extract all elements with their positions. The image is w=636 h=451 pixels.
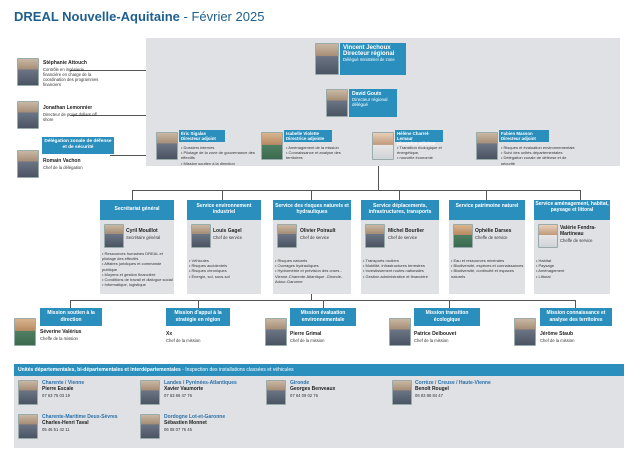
mission-header: Mission soutien à la direction bbox=[40, 308, 102, 326]
service-header: Secrétariat général bbox=[100, 200, 174, 220]
director-title: Directeur régional bbox=[343, 51, 395, 57]
service-bullets: • Habitat • Paysage • Aménagement • Littoral bbox=[536, 258, 610, 279]
service-lead: Valérie Fendra-Martineau Cheffe de service bbox=[560, 225, 596, 243]
unit-card: Charente-Maritime Deux-Sèvres Charles-Henri Taval 05 46 51 42 11 bbox=[42, 414, 118, 432]
deputy-header bbox=[284, 130, 332, 142]
deputy-bullets: • Transition écologique et énergétique, • nouvelle économie bbox=[397, 145, 465, 161]
avatar bbox=[392, 380, 412, 405]
mission-header: Mission d'appui à la stratégie en région bbox=[166, 308, 230, 326]
deputy-bullets: • Aménagement de la mission • Connaissance et analyse des territoires bbox=[286, 145, 358, 161]
service-header: Service aménagement, habitat, paysage et littoral bbox=[534, 200, 610, 220]
defense-name: Romain Vachon bbox=[43, 158, 81, 164]
mission-lead: Patrice Delbouvet Chef de la mission bbox=[414, 331, 457, 343]
connector bbox=[132, 190, 133, 200]
service-lead: Michel Bourlier Chef de service bbox=[388, 228, 425, 240]
deputy-header bbox=[499, 130, 549, 142]
connector bbox=[323, 300, 324, 308]
service-bullets: • Véhicules • Risques accidentels • Risques chroniques • Énergie, sol, sous-sol bbox=[189, 258, 261, 279]
avatar bbox=[372, 132, 394, 160]
units-banner-suffix: - Inspection des installations classées et véhicules bbox=[180, 367, 294, 373]
service-lead: Louis Gagel Chef de service bbox=[213, 228, 243, 240]
service-lead: Ophélie Darses Cheffe de service bbox=[475, 228, 512, 240]
avatar bbox=[191, 224, 211, 248]
director-name: Vincent Jechoux bbox=[343, 45, 391, 51]
deputy-name: Isabelle Violette bbox=[286, 131, 320, 136]
deputy-bullets: • Risques et évaluation environnementale • Suivi des unités départementales • Délégation zonale de défense et de sécurité bbox=[501, 145, 579, 166]
avatar bbox=[14, 318, 36, 346]
mission-lead: Jérôme Staub Chef de la mission bbox=[540, 331, 575, 343]
avatar bbox=[326, 89, 348, 117]
unit-card: Charente / Vienne Pierre Escale 07 63 75 03 19 bbox=[42, 380, 85, 398]
service-bullets: • Risques naturels • Ouvrages hydrauliques • Hydrométrie et prévision des crues -Vienne-Charente-Atlantique -Gironde-Adour-Garonne bbox=[275, 258, 351, 284]
avatar bbox=[514, 318, 536, 346]
defense-header: Délégation zonale de défense et de sécurité bbox=[42, 137, 114, 154]
mission-lead: Séverine Valérius Cheffe de la mission bbox=[40, 329, 82, 341]
unit-card: Gironde Georges Benveaux 07 64 09 02 76 bbox=[290, 380, 336, 398]
delegate-title: Directeur régional délégué bbox=[352, 97, 388, 107]
delegate-card bbox=[349, 89, 397, 117]
header-date: - Février 2025 bbox=[179, 9, 265, 24]
service-bullets: • Ressources humaines DREAL et pilotage des effectifs • Affaires juridiques et commande publique • Moyens et gestion financière • Conditions de travail et dialogue social • Informatique, logistique bbox=[102, 251, 174, 287]
mission-lead: Pierre Grimal Chef de la mission bbox=[290, 331, 325, 343]
defense-card bbox=[43, 159, 109, 170]
avatar bbox=[476, 132, 498, 160]
staff-role: Directeur de projet dollars off shore bbox=[43, 111, 97, 122]
avatar bbox=[261, 132, 283, 160]
service-lead: Olivier Poirault Chef de service bbox=[300, 228, 336, 240]
avatar bbox=[266, 380, 286, 405]
avatar bbox=[156, 132, 178, 160]
avatar bbox=[17, 58, 39, 86]
avatar bbox=[18, 380, 38, 405]
deputy-name: Fabien Masson bbox=[501, 131, 533, 136]
avatar bbox=[140, 414, 160, 439]
connector bbox=[399, 190, 400, 200]
deputy-bullets: • Dossiers internes • Pilotage de la zone de gouvernance des effectifs • Mission soutien à la direction bbox=[181, 145, 255, 166]
service-header: Service déplacements, infrastructures, transports bbox=[361, 200, 439, 220]
connector bbox=[311, 190, 312, 200]
staff-card bbox=[43, 61, 103, 87]
deputy-name: Hélène Charrel-Lemaur bbox=[397, 131, 430, 141]
avatar bbox=[315, 43, 339, 75]
connector bbox=[575, 300, 576, 308]
avatar bbox=[365, 224, 385, 248]
service-header: Service patrimoine naturel bbox=[449, 200, 525, 220]
staff-name: Jonathan Lemonnier bbox=[43, 105, 93, 111]
connector bbox=[378, 166, 379, 190]
director-card bbox=[340, 43, 406, 75]
avatar bbox=[277, 224, 297, 248]
mission-header: Mission évaluation environnementale bbox=[290, 308, 356, 326]
connector bbox=[486, 190, 487, 200]
connector bbox=[110, 155, 146, 156]
mission-header: Mission connaissance et analyse des territoires bbox=[540, 308, 612, 326]
service-header: Service des risques naturels et hydrauliques bbox=[273, 200, 351, 220]
deputy-header bbox=[179, 130, 225, 142]
service-bullets: • Transports routiers • Mobilité, infrastructures terrestres • Investissement routes nationales • Gestion administrative et financière bbox=[363, 258, 439, 279]
avatar bbox=[17, 101, 39, 129]
deputy-header bbox=[395, 130, 443, 146]
connector bbox=[580, 190, 581, 200]
avatar bbox=[265, 318, 287, 346]
delegate-name: David Goutx bbox=[352, 91, 382, 97]
director-sub: Délégué ministériel de zone bbox=[343, 57, 395, 62]
staff-role: Contrôle en ingénierie financière en charge de la coordination des programmes financiers bbox=[43, 66, 99, 87]
unit-card: Landes / Pyrénées-Atlantiques Xavier Vaumorte 07 63 86 47 76 bbox=[164, 380, 237, 398]
unit-card: Corrèze / Creuse / Haute-Vienne Benoît Rougel 06 83 86 84 47 bbox=[415, 380, 491, 398]
avatar bbox=[453, 224, 473, 248]
service-header: Service environnement industriel bbox=[187, 200, 261, 220]
units-banner: Unités départementales, bi-départementales et interdépartementales - Inspection des installations classées et véhicules bbox=[14, 364, 624, 376]
connector bbox=[449, 300, 450, 308]
mission-header: Mission transition écologique bbox=[414, 308, 480, 326]
connector bbox=[198, 300, 199, 308]
mission-lead: Xx Chef de la mission bbox=[166, 331, 201, 343]
page-title: DREAL Nouvelle-Aquitaine - Février 2025 bbox=[14, 9, 265, 24]
connector bbox=[132, 190, 580, 191]
connector bbox=[222, 190, 223, 200]
avatar bbox=[538, 224, 558, 248]
staff-card bbox=[43, 106, 103, 122]
staff-name: Stéphanie Attouch bbox=[43, 60, 87, 66]
avatar bbox=[104, 224, 124, 248]
deputy-title: Directeur adjoint bbox=[181, 136, 216, 141]
deputy-title: Directeur adjoint bbox=[501, 136, 536, 141]
service-lead: Cyril Mouillot Secrétaire général bbox=[126, 228, 161, 240]
deputy-title: Directrice adjointe bbox=[286, 136, 325, 141]
deputy-name: Éric Sigalas bbox=[181, 131, 206, 136]
defense-role: Chef de la délégation bbox=[43, 164, 83, 170]
avatar bbox=[17, 150, 39, 178]
connector bbox=[70, 300, 71, 308]
avatar bbox=[389, 318, 411, 346]
unit-card: Dordogne Lot-et-Garonne Sébastien Monnet 06 08 07 76 45 bbox=[164, 414, 226, 432]
deputy-title: Directrice adjointe bbox=[397, 141, 436, 146]
avatar bbox=[18, 414, 38, 439]
avatar bbox=[140, 380, 160, 405]
service-bullets: • Eau et ressources minérales • Biodiversité, espèces et connaissances • Biodiversité, continuité et espaces naturels bbox=[451, 258, 525, 279]
